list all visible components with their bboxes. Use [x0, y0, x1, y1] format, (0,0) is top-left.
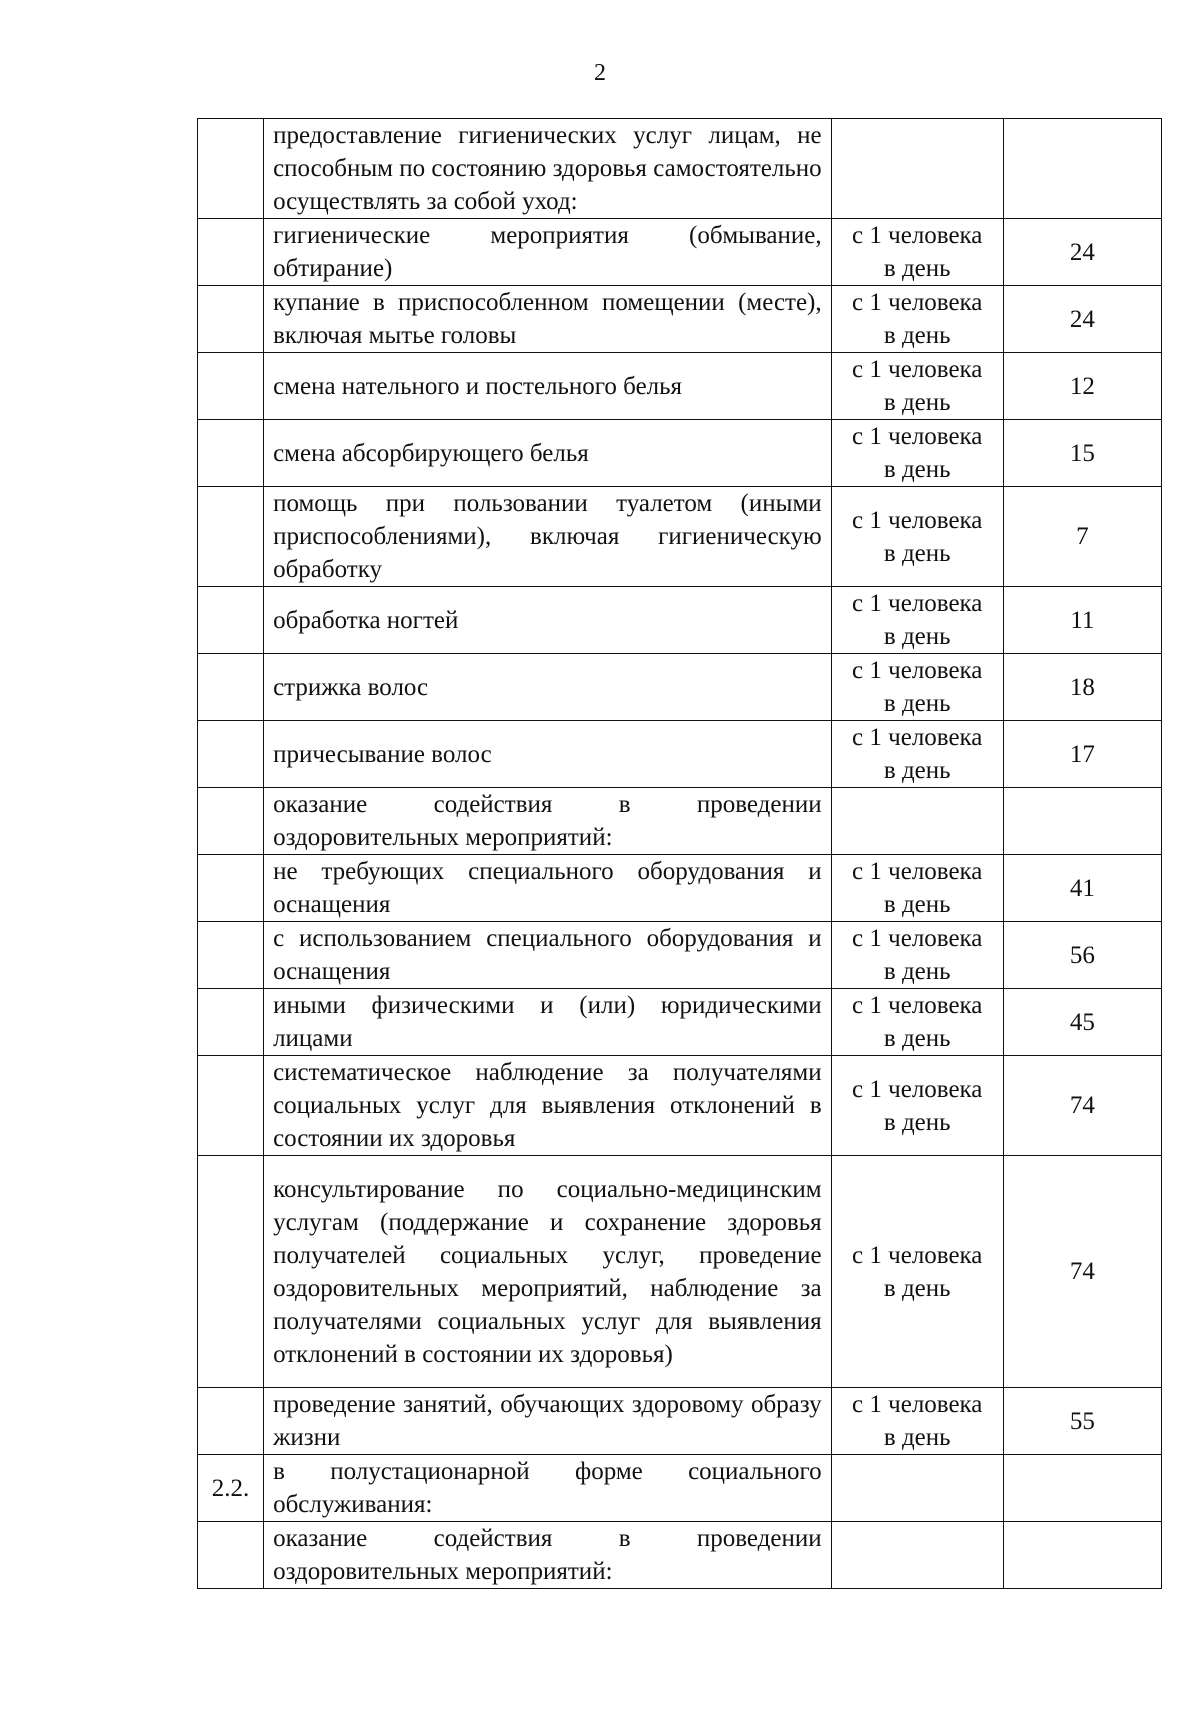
row-number-cell	[198, 922, 264, 989]
table-row	[198, 420, 1162, 487]
unit-cell	[831, 1522, 1003, 1589]
service-name-cell: оказание содействия в проведении оздоровительных мероприятий:	[264, 1522, 832, 1589]
row-number-cell	[198, 587, 264, 654]
table-row	[198, 1388, 1162, 1455]
row-number-cell	[198, 487, 264, 587]
service-name-cell: смена абсорбирующего белья	[264, 420, 832, 487]
rate-cell: 18	[1003, 654, 1161, 721]
rate-cell: 24	[1003, 286, 1161, 353]
row-number-cell	[198, 219, 264, 286]
table-row	[198, 1156, 1162, 1388]
unit-line: в день	[883, 322, 951, 349]
unit-cell	[831, 1455, 1003, 1522]
unit-line: в день	[883, 456, 951, 483]
row-number-cell	[198, 353, 264, 420]
unit-cell	[831, 989, 1003, 1056]
service-name-cell: систематическое наблюдение за получателями социальных услуг для выявления отклонений в состоянии их здоровья	[264, 1056, 832, 1156]
service-name-cell: причесывание волос	[264, 721, 832, 788]
row-number-cell	[198, 420, 264, 487]
unit-line: с 1 человека	[852, 289, 983, 316]
unit-line: с 1 человека	[852, 356, 983, 383]
service-name-cell: не требующих специального оборудования и оснащения	[264, 855, 832, 922]
rate-cell: 24	[1003, 219, 1161, 286]
service-name-cell: консультирование по социально-медицинским услугам (поддержание и сохранение здоровья получателей социальных услуг, проведение оздоровительных мероприятий, наблюдение за получателями социальных услуг для выявления отклонений в состоянии их здоровья)	[264, 1156, 832, 1388]
unit-line: с 1 человека	[852, 724, 983, 751]
unit-line: в день	[883, 255, 951, 282]
row-number-cell	[198, 654, 264, 721]
page-number: 2	[594, 60, 606, 86]
unit-line: с 1 человека	[852, 423, 983, 450]
unit-line: в день	[883, 623, 951, 650]
unit-cell	[831, 119, 1003, 219]
unit-line: с 1 человека	[852, 222, 983, 249]
row-number-cell	[198, 1156, 264, 1388]
unit-cell	[831, 721, 1003, 788]
unit-line: в день	[883, 1274, 951, 1302]
rate-cell: 7	[1003, 487, 1161, 587]
unit-line: в день	[883, 539, 951, 567]
rate-cell: 12	[1003, 353, 1161, 420]
unit-cell	[831, 353, 1003, 420]
table-row	[198, 654, 1162, 721]
row-number-cell	[198, 119, 264, 219]
unit-cell	[831, 487, 1003, 587]
unit-line: с 1 человека	[852, 1075, 983, 1103]
unit-line: в день	[883, 690, 951, 717]
unit-cell	[831, 1388, 1003, 1455]
unit-cell	[831, 420, 1003, 487]
unit-cell	[831, 788, 1003, 855]
unit-line: с 1 человека	[852, 590, 983, 617]
table-row	[198, 1455, 1162, 1522]
unit-line: в день	[883, 1424, 951, 1451]
tariff-table	[197, 118, 1162, 1589]
service-name-cell: гигиенические мероприятия (обмывание, обтирание)	[264, 219, 832, 286]
unit-line: с 1 человека	[852, 657, 983, 684]
service-name-cell: с использованием специального оборудования и оснащения	[264, 922, 832, 989]
rate-cell	[1003, 119, 1161, 219]
unit-cell	[831, 1156, 1003, 1388]
row-number-cell	[198, 788, 264, 855]
rate-cell: 11	[1003, 587, 1161, 654]
unit-cell	[831, 855, 1003, 922]
unit-line: в день	[883, 757, 951, 784]
unit-line: в день	[883, 891, 951, 918]
row-number-cell	[198, 1056, 264, 1156]
service-name-cell: помощь при пользовании туалетом (иными приспособлениями), включая гигиеническую обработку	[264, 487, 832, 587]
table-row	[198, 286, 1162, 353]
rate-cell: 55	[1003, 1388, 1161, 1455]
row-number-cell	[198, 989, 264, 1056]
rate-cell	[1003, 1455, 1161, 1522]
unit-line: в день	[883, 958, 951, 985]
service-name-cell: стрижка волос	[264, 654, 832, 721]
unit-line: с 1 человека	[852, 858, 983, 885]
table-row	[198, 721, 1162, 788]
unit-line: в день	[883, 389, 951, 416]
unit-cell	[831, 1056, 1003, 1156]
service-name-cell: предоставление гигиенических услуг лицам, не способным по состоянию здоровья самостоятельно осуществлять за собой уход:	[264, 119, 832, 219]
rate-cell: 74	[1003, 1156, 1161, 1388]
row-number-cell: 2.2.	[198, 1455, 264, 1522]
unit-line: с 1 человека	[852, 925, 983, 952]
table-row	[198, 219, 1162, 286]
unit-line: с 1 человека	[852, 992, 983, 1019]
row-number-cell	[198, 855, 264, 922]
service-name-cell: обработка ногтей	[264, 587, 832, 654]
service-name-cell: оказание содействия в проведении оздоровительных мероприятий:	[264, 788, 832, 855]
rate-cell: 17	[1003, 721, 1161, 788]
table-row	[198, 119, 1162, 219]
row-number-cell	[198, 1388, 264, 1455]
rate-cell	[1003, 1522, 1161, 1589]
unit-line: в день	[883, 1025, 951, 1052]
rate-cell: 74	[1003, 1056, 1161, 1156]
unit-cell	[831, 286, 1003, 353]
unit-line: в день	[883, 1108, 951, 1136]
unit-cell	[831, 922, 1003, 989]
rate-cell: 56	[1003, 922, 1161, 989]
unit-cell	[831, 219, 1003, 286]
table-row	[198, 855, 1162, 922]
rate-cell	[1003, 788, 1161, 855]
row-number-cell	[198, 286, 264, 353]
table-row	[198, 989, 1162, 1056]
table-row	[198, 1522, 1162, 1589]
service-name-cell: проведение занятий, обучающих здоровому образу жизни	[264, 1388, 832, 1455]
unit-line: с 1 человека	[852, 1241, 983, 1269]
table-row	[198, 788, 1162, 855]
rate-cell: 45	[1003, 989, 1161, 1056]
rate-cell: 41	[1003, 855, 1161, 922]
table-row	[198, 487, 1162, 587]
service-name-cell: иными физическими и (или) юридическими лицами	[264, 989, 832, 1056]
unit-line: с 1 человека	[852, 1391, 983, 1418]
row-number-cell	[198, 1522, 264, 1589]
unit-cell	[831, 654, 1003, 721]
service-name-cell: смена нательного и постельного белья	[264, 353, 832, 420]
table-row	[198, 1056, 1162, 1156]
table-row	[198, 587, 1162, 654]
row-number-cell	[198, 721, 264, 788]
table-row	[198, 922, 1162, 989]
rate-cell: 15	[1003, 420, 1161, 487]
tariff-table-body	[198, 119, 1162, 1589]
service-name-cell: в полустационарной форме социального обслуживания:	[264, 1455, 832, 1522]
unit-line: с 1 человека	[852, 506, 983, 534]
unit-cell	[831, 587, 1003, 654]
table-row	[198, 353, 1162, 420]
service-name-cell: купание в приспособленном помещении (месте), включая мытье головы	[264, 286, 832, 353]
